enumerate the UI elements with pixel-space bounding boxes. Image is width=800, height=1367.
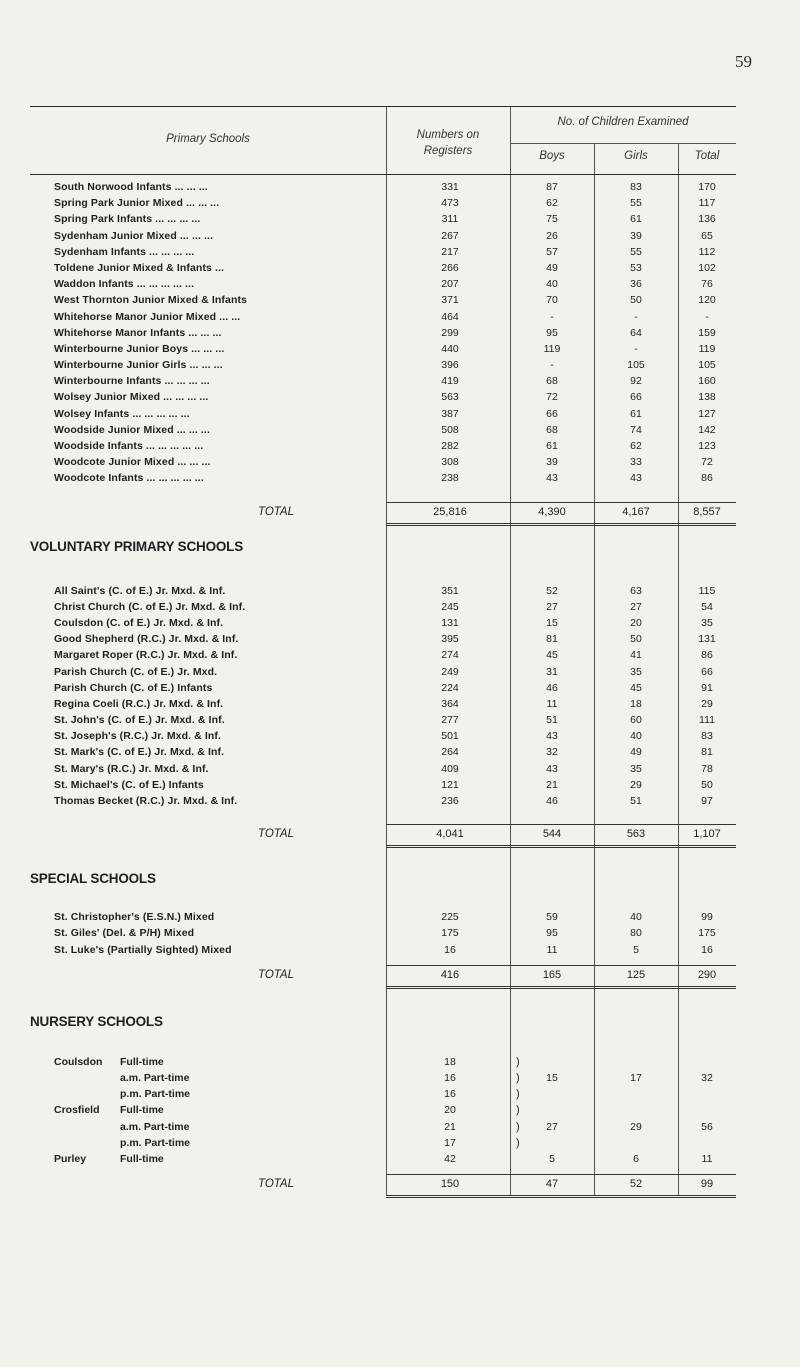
total-value: 81	[701, 746, 713, 759]
total-value: 138	[698, 391, 716, 404]
table-row	[30, 325, 736, 341]
nursery-attendance-type: a.m. Part-time	[120, 1120, 190, 1133]
primary-total-row: TOTAL 25,816 4,390 4,167 8,557	[30, 501, 736, 523]
group-brace: )	[516, 1104, 520, 1117]
boys-value: 15	[546, 616, 558, 629]
school-name: Waddon Infants ... ... ... ... ...	[54, 278, 195, 291]
registers-value: 364	[441, 697, 459, 710]
registers-value: 419	[441, 375, 459, 388]
boys-value: 40	[546, 278, 558, 291]
table-row	[30, 696, 736, 712]
school-name: Spring Park Infants ... ... ... ...	[54, 213, 201, 226]
girls-value: 5	[633, 943, 639, 956]
registers-value: 21	[444, 1120, 456, 1133]
table-row	[30, 389, 736, 405]
school-name: Woodside Infants ... ... ... ... ...	[54, 440, 204, 452]
total-value: 112	[698, 245, 716, 258]
school-name: Wolsey Junior Mixed ... ... ... ...	[54, 391, 209, 404]
boys-value: 5	[549, 1152, 555, 1165]
total-value: 136	[698, 213, 716, 226]
special-section-title: SPECIAL SCHOOLS	[30, 871, 156, 887]
boys-value: 46	[546, 681, 558, 694]
boys-value: -	[550, 310, 554, 323]
boys-value: 61	[546, 440, 558, 452]
boys-value: 87	[546, 181, 558, 193]
girls-value: 83	[630, 181, 642, 193]
total-value: 159	[698, 326, 716, 339]
school-name: Regina Coeli (R.C.) Jr. Mxd. & Inf.	[54, 697, 224, 710]
table-row	[30, 777, 736, 793]
boys-value: 15	[546, 1071, 558, 1084]
group-brace: )	[516, 1055, 520, 1068]
girls-value: 40	[630, 730, 642, 743]
registers-value: 18	[444, 1055, 456, 1068]
registers-value: 501	[441, 730, 459, 743]
girls-value: 36	[630, 278, 642, 291]
girls-value: 29	[630, 778, 642, 791]
total-value: 83	[701, 730, 713, 743]
table-row	[30, 615, 736, 631]
registers-value: 464	[441, 310, 459, 323]
boys-value: 45	[546, 649, 558, 662]
school-name: Sydenham Junior Mixed ... ... ...	[54, 229, 214, 242]
school-name: Thomas Becket (R.C.) Jr. Mxd. & Inf.	[54, 795, 238, 807]
voluntary-total-row: TOTAL 4,041 544 563 1,107	[30, 823, 736, 845]
registers-value: 274	[441, 649, 459, 662]
table-row	[30, 1119, 736, 1135]
girls-value: 20	[630, 616, 642, 629]
registers-value: 563	[441, 391, 459, 404]
girls-value: 61	[630, 213, 642, 226]
total-value: 50	[701, 778, 713, 791]
total-value: 54	[701, 600, 713, 613]
school-name: Winterbourne Infants ... ... ... ...	[54, 375, 210, 388]
group-brace: )	[516, 1136, 520, 1149]
school-name: Woodcote Infants ... ... ... ... ...	[54, 472, 204, 485]
table-row	[30, 438, 736, 454]
table-row	[30, 744, 736, 760]
girls-value: 60	[630, 714, 642, 727]
total-value: 66	[701, 665, 713, 678]
table-row	[30, 179, 736, 195]
boys-value: 11	[546, 697, 558, 710]
boys-value: 27	[546, 600, 558, 613]
special-schools-list	[30, 909, 736, 958]
table-row	[30, 664, 736, 680]
school-name: Sydenham Infants ... ... ... ...	[54, 245, 195, 258]
total-value: 117	[698, 197, 716, 210]
girls-value: 53	[630, 261, 642, 274]
total-value: 32	[701, 1071, 713, 1084]
total-value: 102	[698, 261, 716, 274]
boys-value: 95	[546, 927, 558, 940]
nursery-section-title: NURSERY SCHOOLS	[30, 1013, 163, 1029]
boys-value: 52	[546, 584, 558, 597]
girls-value: -	[634, 310, 638, 323]
table-row	[30, 583, 736, 599]
school-name: Coulsdon (C. of E.) Jr. Mxd. & Inf.	[54, 616, 224, 629]
boys-value: 75	[546, 213, 558, 226]
total-value: -	[705, 310, 709, 323]
girls-value: 27	[630, 600, 642, 613]
girls-value: 6	[633, 1152, 639, 1165]
school-name: Woodside Junior Mixed ... ... ...	[54, 423, 210, 436]
school-name: St. Joseph's (R.C.) Jr. Mxd. & Inf.	[54, 730, 222, 743]
total-value: 76	[701, 278, 713, 291]
registers-value: 266	[441, 261, 459, 274]
total-value: 56	[701, 1120, 713, 1133]
girls-value: 64	[630, 326, 642, 339]
nursery-schools-list	[30, 1054, 736, 1167]
school-name: West Thornton Junior Mixed & Infants	[54, 294, 247, 307]
total-value: 142	[698, 423, 716, 436]
table-row	[30, 211, 736, 227]
girls-value: 105	[627, 359, 645, 372]
school-name: St. John's (C. of E.) Jr. Mxd. & Inf.	[54, 714, 225, 727]
table-body	[30, 175, 736, 1195]
table-header	[30, 106, 736, 175]
girls-value: 63	[630, 584, 642, 597]
table-row	[30, 712, 736, 728]
school-name: Good Shepherd (R.C.) Jr. Mxd. & Inf.	[54, 633, 239, 646]
registers-value: 440	[441, 342, 459, 355]
school-name: Parish Church (C. of E.) Jr. Mxd.	[54, 665, 218, 678]
total-value: 11	[701, 1152, 713, 1165]
group-brace: )	[516, 1088, 520, 1101]
header-boys: Boys	[539, 150, 565, 162]
registers-value: 331	[441, 181, 459, 193]
total-value: 65	[701, 229, 713, 242]
header-numbers-on-registers: Numbers on Registers	[416, 129, 480, 157]
registers-value: 264	[441, 746, 459, 759]
table-row	[30, 309, 736, 325]
group-brace: )	[516, 1120, 520, 1133]
table-row	[30, 406, 736, 422]
nursery-location: Coulsdon	[54, 1055, 103, 1068]
total-value: 123	[698, 440, 716, 452]
girls-value: 39	[630, 229, 642, 242]
nursery-total-row: TOTAL 150 47 52 99	[30, 1173, 736, 1195]
header-children-examined: No. of Children Examined	[557, 116, 689, 128]
registers-value: 131	[441, 616, 459, 629]
table-row	[30, 1054, 736, 1070]
table-row	[30, 260, 736, 276]
total-value: 175	[698, 927, 716, 940]
boys-value: 57	[546, 245, 558, 258]
boys-value: 72	[546, 391, 558, 404]
table-row	[30, 942, 736, 958]
school-name: Whitehorse Manor Junior Mixed ... ...	[54, 310, 241, 323]
table-row	[30, 728, 736, 744]
girls-value: 61	[630, 407, 642, 420]
total-value: 91	[701, 681, 713, 694]
table-row	[30, 599, 736, 615]
school-name: All Saint's (C. of E.) Jr. Mxd. & Inf.	[54, 584, 226, 597]
boys-value: 39	[546, 456, 558, 469]
boys-value: 46	[546, 795, 558, 807]
girls-value: 62	[630, 440, 642, 452]
voluntary-schools-list	[30, 583, 736, 810]
registers-value: 42	[444, 1152, 456, 1165]
total-value: 160	[698, 375, 716, 388]
school-name: St. Christopher's (E.S.N.) Mixed	[54, 911, 215, 924]
table-row	[30, 373, 736, 389]
registers-value: 249	[441, 665, 459, 678]
boys-value: 31	[546, 665, 558, 678]
registers-value: 121	[441, 778, 459, 791]
total-value: 99	[701, 911, 713, 924]
school-name: Toldene Junior Mixed & Infants ...	[54, 261, 225, 274]
girls-value: 40	[630, 911, 642, 924]
table-row	[30, 1151, 736, 1167]
total-value: 119	[698, 342, 716, 355]
total-value: 170	[698, 181, 716, 193]
schools-table	[30, 106, 736, 1195]
registers-value: 277	[441, 714, 459, 727]
nursery-attendance-type: a.m. Part-time	[120, 1071, 190, 1084]
school-name: Christ Church (C. of E.) Jr. Mxd. & Inf.	[54, 600, 246, 613]
girls-value: 45	[630, 681, 642, 694]
registers-value: 308	[441, 456, 459, 469]
header-primary-schools: Primary Schools	[166, 133, 250, 145]
school-name: Whitehorse Manor Infants ... ... ...	[54, 326, 222, 339]
girls-value: 50	[630, 294, 642, 307]
boys-value: 21	[546, 778, 558, 791]
boys-value: 43	[546, 762, 558, 775]
girls-value: 51	[630, 795, 642, 807]
school-name: South Norwood Infants ... ... ...	[54, 181, 208, 193]
table-row	[30, 793, 736, 809]
boys-value: 43	[546, 472, 558, 485]
girls-value: 18	[630, 697, 642, 710]
girls-value: 50	[630, 633, 642, 646]
girls-value: 17	[630, 1071, 642, 1084]
registers-value: 508	[441, 423, 459, 436]
voluntary-section-title: VOLUNTARY PRIMARY SCHOOLS	[30, 538, 244, 554]
girls-value: 92	[630, 375, 642, 388]
registers-value: 245	[441, 600, 459, 613]
registers-value: 224	[441, 681, 459, 694]
nursery-attendance-type: Full-time	[120, 1152, 164, 1165]
boys-value: 68	[546, 375, 558, 388]
table-row	[30, 680, 736, 696]
boys-value: 43	[546, 730, 558, 743]
table-row	[30, 228, 736, 244]
boys-value: 51	[546, 714, 558, 727]
registers-value: 396	[441, 359, 459, 372]
nursery-attendance-type: Full-time	[120, 1104, 164, 1117]
registers-value: 473	[441, 197, 459, 210]
boys-value: 68	[546, 423, 558, 436]
boys-value: 119	[543, 342, 561, 355]
school-name: Woodcote Junior Mixed ... ... ...	[54, 456, 211, 469]
girls-value: 35	[630, 665, 642, 678]
table-row	[30, 1102, 736, 1118]
registers-value: 236	[441, 795, 459, 807]
girls-value: 43	[630, 472, 642, 485]
registers-value: 16	[444, 1071, 456, 1084]
table-row	[30, 244, 736, 260]
school-name: Wolsey Infants ... ... ... ... ...	[54, 407, 190, 420]
school-name: Margaret Roper (R.C.) Jr. Mxd. & Inf.	[54, 649, 238, 662]
group-brace: )	[516, 1071, 520, 1084]
table-row	[30, 422, 736, 438]
boys-value: 81	[546, 633, 558, 646]
girls-value: 29	[630, 1120, 642, 1133]
nursery-location: Crosfield	[54, 1104, 100, 1117]
total-value: 78	[701, 762, 713, 775]
total-value: 120	[698, 294, 716, 307]
girls-value: 74	[630, 423, 642, 436]
table-row	[30, 631, 736, 647]
table-row	[30, 1135, 736, 1151]
school-name: Parish Church (C. of E.) Infants	[54, 681, 213, 694]
header-total: Total	[694, 150, 720, 162]
school-name: St. Luke's (Partially Sighted) Mixed	[54, 943, 232, 956]
total-value: 115	[698, 584, 716, 597]
school-name: St. Mary's (R.C.) Jr. Mxd. & Inf.	[54, 762, 209, 775]
school-name: St. Giles' (Del. & P/H) Mixed	[54, 927, 195, 940]
total-value: 29	[701, 697, 713, 710]
table-row	[30, 647, 736, 663]
girls-value: 33	[630, 456, 642, 469]
registers-value: 175	[441, 927, 459, 940]
boys-value: 59	[546, 911, 558, 924]
table-row	[30, 925, 736, 941]
total-value: 97	[701, 795, 713, 807]
registers-value: 225	[441, 911, 459, 924]
special-total-row: TOTAL 416 165 125 290	[30, 964, 736, 986]
registers-value: 311	[441, 213, 459, 226]
boys-value: 32	[546, 746, 558, 759]
boys-value: 66	[546, 407, 558, 420]
total-value: 72	[701, 456, 713, 469]
total-value: 105	[698, 359, 716, 372]
table-row	[30, 454, 736, 470]
total-value: 111	[699, 714, 715, 727]
total-value: 127	[698, 407, 716, 420]
table-row	[30, 1070, 736, 1086]
registers-value: 17	[444, 1136, 456, 1149]
registers-value: 282	[441, 440, 459, 452]
girls-value: 80	[630, 927, 642, 940]
girls-value: -	[634, 342, 638, 355]
registers-value: 299	[441, 326, 459, 339]
boys-value: 70	[546, 294, 558, 307]
boys-value: 95	[546, 326, 558, 339]
table-row	[30, 292, 736, 308]
registers-value: 16	[444, 1088, 456, 1101]
school-name: Spring Park Junior Mixed ... ... ...	[54, 197, 220, 210]
registers-value: 409	[441, 762, 459, 775]
nursery-attendance-type: p.m. Part-time	[120, 1088, 191, 1101]
page-number: 59	[735, 52, 752, 71]
girls-value: 35	[630, 762, 642, 775]
table-row	[30, 276, 736, 292]
primary-schools-list	[30, 179, 736, 487]
registers-value: 238	[441, 472, 459, 485]
registers-value: 387	[441, 407, 459, 420]
table-row	[30, 195, 736, 211]
girls-value: 55	[630, 245, 642, 258]
table-row	[30, 357, 736, 373]
boys-value: -	[550, 359, 554, 372]
total-value: 86	[701, 472, 713, 485]
boys-value: 11	[546, 943, 558, 956]
total-value: 86	[701, 649, 713, 662]
school-name: St. Mark's (C. of E.) Jr. Mxd. & Inf.	[54, 746, 225, 759]
school-name: Winterbourne Junior Boys ... ... ...	[54, 342, 225, 355]
table-row	[30, 341, 736, 357]
registers-value: 207	[441, 278, 459, 291]
boys-value: 26	[546, 229, 558, 242]
girls-value: 66	[630, 391, 642, 404]
table-row	[30, 470, 736, 486]
registers-value: 351	[441, 584, 459, 597]
nursery-location: Purley	[54, 1152, 87, 1165]
girls-value: 41	[630, 649, 642, 662]
registers-value: 20	[444, 1104, 456, 1117]
table-row	[30, 909, 736, 925]
table-row	[30, 1086, 736, 1102]
total-value: 35	[701, 616, 713, 629]
nursery-attendance-type: p.m. Part-time	[120, 1136, 191, 1149]
nursery-attendance-type: Full-time	[120, 1055, 164, 1068]
total-value: 131	[698, 633, 716, 646]
school-name: St. Michael's (C. of E.) Infants	[54, 778, 204, 791]
table-row	[30, 761, 736, 777]
registers-value: 16	[444, 943, 456, 956]
boys-value: 27	[546, 1120, 558, 1133]
boys-value: 62	[546, 197, 558, 210]
girls-value: 49	[630, 746, 642, 759]
boys-value: 49	[546, 261, 558, 274]
registers-value: 371	[441, 294, 459, 307]
girls-value: 55	[630, 197, 642, 210]
registers-value: 395	[441, 633, 459, 646]
header-girls: Girls	[624, 150, 648, 162]
registers-value: 217	[441, 245, 459, 258]
registers-value: 267	[441, 229, 459, 242]
total-value: 16	[701, 943, 713, 956]
school-name: Winterbourne Junior Girls ... ... ...	[54, 359, 223, 372]
